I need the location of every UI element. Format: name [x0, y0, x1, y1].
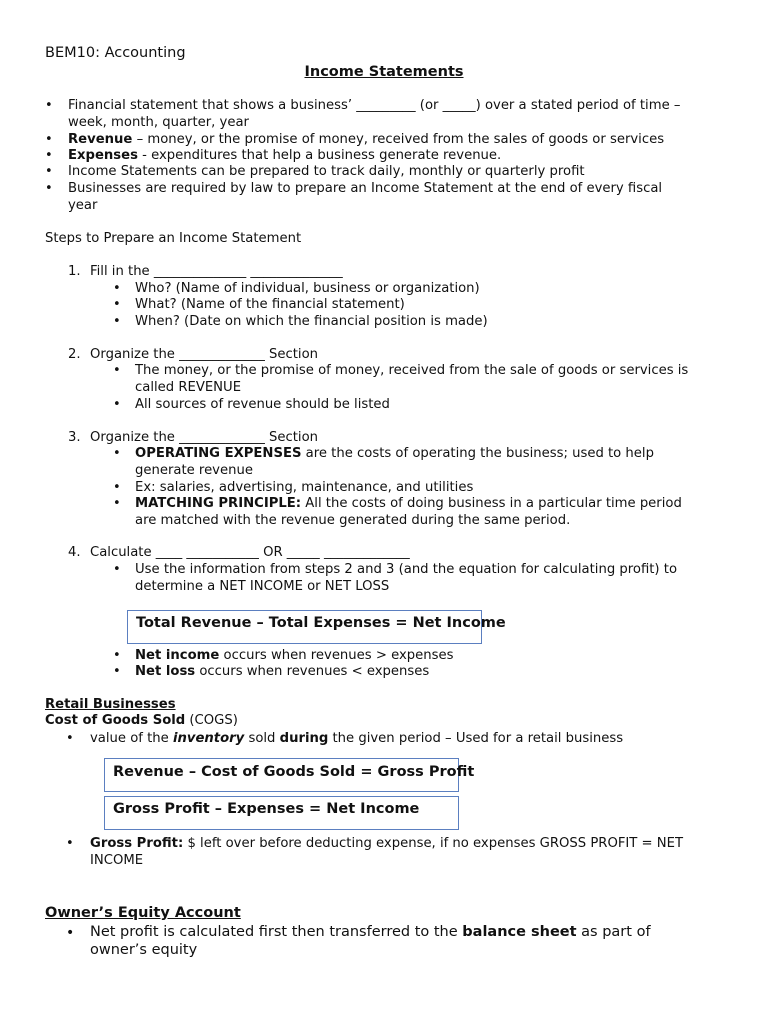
definition-operating-expenses: are the costs of operating the business; used to help	[301, 446, 654, 461]
cogs-text: value of the	[90, 731, 173, 746]
step-2-text: Organize the _____________ Section	[90, 347, 319, 362]
bullet-icon: •	[66, 836, 74, 851]
term-during: during	[279, 731, 329, 746]
step-2-sub-1-line-1: The money, or the promise of money, received from the sale of goods or services is	[135, 363, 689, 378]
step-3-text: Organize the _____________ Section	[90, 430, 319, 445]
owners-equity-text: as part of	[576, 924, 651, 940]
owners-equity-text: Net profit is calculated first then transferred to the	[90, 924, 463, 940]
cogs-text: the given period – Used for a retail business	[328, 731, 624, 746]
net-income-equation: Total Revenue – Total Expenses = Net Income	[136, 615, 506, 631]
step-1-sub-1: Who? (Name of individual, business or organization)	[135, 281, 480, 296]
bullet-icon: •	[113, 648, 121, 663]
bullet-icon: •	[45, 132, 53, 147]
cogs-definition	[90, 731, 623, 748]
step-3-sub-2: Ex: salaries, advertising, maintenance, and utilities	[135, 480, 474, 495]
net-income-from-gross-equation: Gross Profit – Expenses = Net Income	[113, 801, 420, 817]
course-label: BEM10: Accounting	[45, 45, 186, 61]
step-3-sub-3-line-2: are matched with the revenue generated during the same period.	[135, 513, 571, 528]
cogs-text: sold	[244, 731, 280, 746]
step-4-text: Calculate ____ ___________ OR _____ _____________	[90, 545, 410, 560]
term-expenses: Expenses	[68, 148, 138, 163]
bullet-icon: •	[113, 664, 121, 679]
step-number: 2.	[68, 347, 81, 362]
term-net-income: Net income	[135, 648, 220, 663]
step-2-sub-2: All sources of revenue should be listed	[135, 397, 390, 412]
bullet-icon: •	[113, 297, 121, 312]
step-2-sub-1-line-2: called REVENUE	[135, 380, 242, 395]
term-revenue: Revenue	[68, 132, 133, 147]
bullet-icon: •	[113, 446, 121, 461]
definition-net-loss: occurs when revenues < expenses	[195, 664, 430, 679]
intro-bullet-5-line-1: Businesses are required by law to prepare an Income Statement at the end of every fiscal	[68, 181, 663, 196]
intro-bullet-4: Income Statements can be prepared to track daily, monthly or quarterly profit	[68, 164, 585, 179]
bullet-icon: •	[113, 314, 121, 329]
gross-profit-note	[90, 836, 683, 853]
definition-expenses: - expenditures that help a business generate revenue.	[137, 148, 502, 163]
step-1-text: Fill in the ______________ ______________	[90, 264, 343, 279]
definition-gross-profit: $ left over before deducting expense, if no expenses GROSS PROFIT = NET	[183, 836, 684, 851]
step-3-sub-3	[135, 496, 682, 513]
bullet-icon: •	[113, 480, 121, 495]
term-cogs: Cost of Goods Sold	[45, 713, 186, 728]
step-3-sub-1-line-2: generate revenue	[135, 463, 253, 478]
intro-bullet-5-line-2: year	[68, 198, 98, 213]
term-operating-expenses: OPERATING EXPENSES	[135, 446, 302, 461]
bullet-icon: •	[113, 562, 121, 577]
step-number: 4.	[68, 545, 81, 560]
intro-bullet-1-line-1: Financial statement that shows a business’ _________ (or _____) over a stated period of time –	[68, 98, 681, 113]
bullet-icon: •	[45, 98, 53, 113]
term-gross-profit: Gross Profit:	[90, 836, 184, 851]
bullet-icon: •	[45, 181, 53, 196]
bullet-icon: •	[66, 925, 75, 941]
step-1-sub-3: When? (Date on which the financial position is made)	[135, 314, 488, 329]
owners-equity-line-2: owner’s equity	[90, 942, 198, 958]
owners-equity-heading: Owner’s Equity Account	[45, 905, 241, 921]
bullet-icon: •	[113, 496, 121, 511]
bullet-icon: •	[113, 363, 121, 378]
term-matching-principle: MATCHING PRINCIPLE:	[135, 496, 302, 511]
term-net-loss: Net loss	[135, 664, 196, 679]
step-number: 3.	[68, 430, 81, 445]
net-income-equation-box	[127, 610, 506, 644]
definition-net-income: occurs when revenues > expenses	[219, 648, 454, 663]
step-4-sub-1-line-1: Use the information from steps 2 and 3 (and the equation for calculating profit) to	[135, 562, 678, 577]
definition-revenue: – money, or the promise of money, received from the sales of goods or services	[132, 132, 665, 147]
intro-bullet-1-line-2: week, month, quarter, year	[68, 115, 249, 130]
intro-bullet-3	[68, 148, 501, 165]
step-3-sub-1	[135, 446, 654, 463]
term-inventory: inventory	[172, 731, 245, 746]
step-number: 1.	[68, 264, 81, 279]
gross-profit-note-line-2: INCOME	[90, 853, 144, 868]
definition-matching-principle: All the costs of doing business in a particular time period	[301, 496, 682, 511]
net-income-note	[135, 648, 453, 665]
bullet-icon: •	[113, 397, 121, 412]
owners-equity-line-1	[90, 924, 651, 940]
steps-heading: Steps to Prepare an Income Statement	[45, 231, 302, 246]
step-1-sub-2: What? (Name of the financial statement)	[135, 297, 405, 312]
gross-profit-equation-box	[104, 758, 475, 792]
term-balance-sheet: balance sheet	[462, 924, 577, 940]
bullet-icon: •	[66, 731, 74, 746]
cogs-line	[45, 713, 238, 730]
net-loss-note	[135, 664, 429, 681]
net-income-from-gross-box	[104, 796, 459, 830]
retail-heading: Retail Businesses	[45, 697, 176, 712]
cogs-abbreviation: (COGS)	[185, 713, 238, 728]
bullet-icon: •	[45, 164, 53, 179]
bullet-icon: •	[113, 281, 121, 296]
intro-bullet-2	[68, 132, 664, 149]
step-4-sub-1-line-2: determine a NET INCOME or NET LOSS	[135, 579, 390, 594]
bullet-icon: •	[45, 148, 53, 163]
page-title: Income Statements	[304, 64, 464, 80]
gross-profit-equation: Revenue – Cost of Goods Sold = Gross Profit	[113, 764, 475, 780]
